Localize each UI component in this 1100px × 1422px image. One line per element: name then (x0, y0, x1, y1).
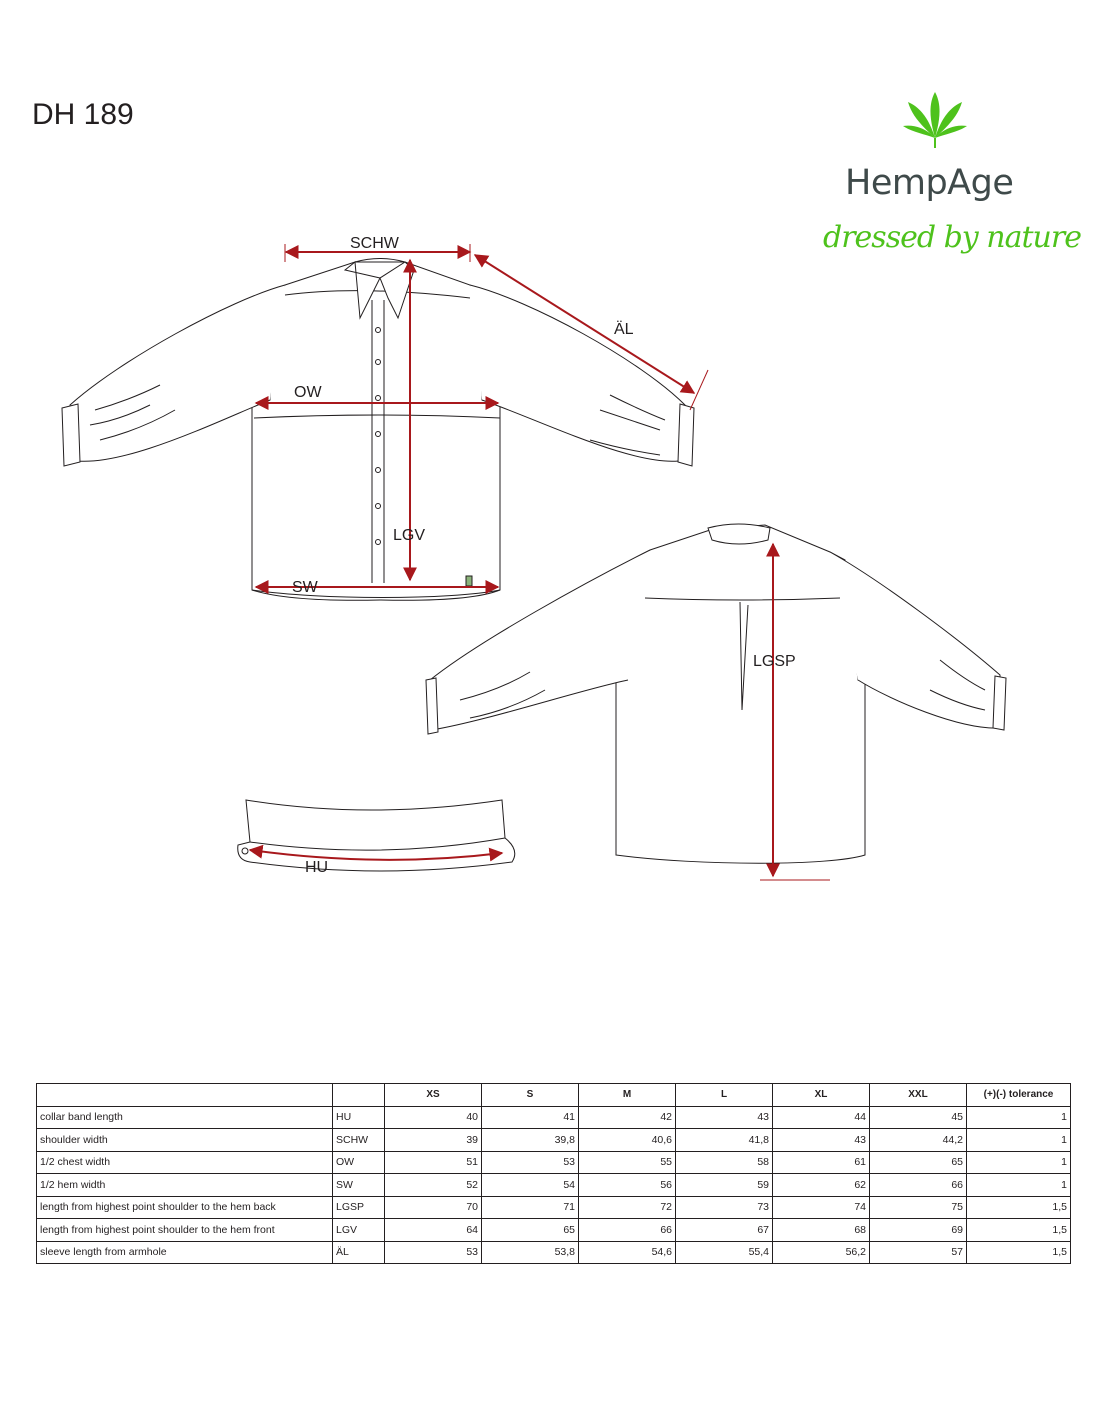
brand-name: HempAge (845, 163, 1014, 203)
header-cell (333, 1084, 385, 1107)
size-value-cell: 43 (773, 1129, 870, 1152)
size-value-cell: 74 (773, 1196, 870, 1219)
table-row (37, 1129, 1071, 1152)
size-value-cell: 54,6 (579, 1241, 676, 1264)
label-sw: SW (292, 579, 318, 596)
size-value-cell: 44 (773, 1106, 870, 1129)
size-value-cell: 55 (579, 1151, 676, 1174)
size-value-cell: 70 (385, 1196, 482, 1219)
size-value-cell: 62 (773, 1174, 870, 1197)
tolerance-cell: 1 (967, 1129, 1071, 1152)
tolerance-cell: 1 (967, 1174, 1071, 1197)
label-schw: SCHW (350, 235, 399, 252)
header-size-xxl: XXL (870, 1084, 967, 1107)
measurement-name-cell: length from highest point shoulder to the hem front (37, 1219, 333, 1242)
tolerance-cell: 1 (967, 1151, 1071, 1174)
table-row (37, 1174, 1071, 1197)
header-tolerance: (+)(-) tolerance (967, 1084, 1071, 1107)
size-value-cell: 53 (385, 1241, 482, 1264)
label-ow: OW (294, 384, 322, 401)
measurement-code-cell: LGSP (333, 1196, 385, 1219)
header-cell (37, 1084, 333, 1107)
size-value-cell: 75 (870, 1196, 967, 1219)
size-value-cell: 40 (385, 1106, 482, 1129)
measurement-name-cell: 1/2 chest width (37, 1151, 333, 1174)
tolerance-cell: 1,5 (967, 1196, 1071, 1219)
size-value-cell: 66 (870, 1174, 967, 1197)
size-value-cell: 67 (676, 1219, 773, 1242)
size-chart-table (36, 1083, 1071, 1264)
back-shirt-sketch (426, 524, 1006, 863)
size-value-cell: 69 (870, 1219, 967, 1242)
size-value-cell: 40,6 (579, 1129, 676, 1152)
size-value-cell: 42 (579, 1106, 676, 1129)
table-row (37, 1106, 1071, 1129)
size-value-cell: 52 (385, 1174, 482, 1197)
header-size-xs: XS (385, 1084, 482, 1107)
label-lgsp: LGSP (753, 653, 796, 670)
size-value-cell: 55,4 (676, 1241, 773, 1264)
size-value-cell: 43 (676, 1106, 773, 1129)
header-size-l: L (676, 1084, 773, 1107)
size-value-cell: 51 (385, 1151, 482, 1174)
label-hu: HU (305, 859, 329, 876)
measurement-code-cell: SW (333, 1174, 385, 1197)
size-value-cell: 56 (579, 1174, 676, 1197)
measurement-name-cell: length from highest point shoulder to the hem back (37, 1196, 333, 1219)
measurement-name-cell: 1/2 hem width (37, 1174, 333, 1197)
tolerance-cell: 1,5 (967, 1219, 1071, 1242)
size-value-cell: 59 (676, 1174, 773, 1197)
hu-arrow (250, 850, 502, 860)
tolerance-cell: 1 (967, 1106, 1071, 1129)
measurement-name-cell: sleeve length from armhole (37, 1241, 333, 1264)
measurement-code-cell: ÄL (333, 1241, 385, 1264)
size-value-cell: 64 (385, 1219, 482, 1242)
size-value-cell: 44,2 (870, 1129, 967, 1152)
size-value-cell: 53 (482, 1151, 579, 1174)
measurement-code-cell: OW (333, 1151, 385, 1174)
brand-tagline: dressed by nature (823, 220, 1081, 255)
size-value-cell: 58 (676, 1151, 773, 1174)
size-value-cell: 66 (579, 1219, 676, 1242)
front-shirt-sketch (62, 259, 694, 601)
label-al: ÄL (614, 321, 634, 338)
header-size-s: S (482, 1084, 579, 1107)
table-row (37, 1196, 1071, 1219)
table-header-row (37, 1084, 1071, 1107)
header-size-m: M (579, 1084, 676, 1107)
table-row (37, 1241, 1071, 1264)
table-row (37, 1219, 1071, 1242)
size-value-cell: 71 (482, 1196, 579, 1219)
measurement-code-cell: SCHW (333, 1129, 385, 1152)
measurement-name-cell: collar band length (37, 1106, 333, 1129)
measurement-name-cell: shoulder width (37, 1129, 333, 1152)
size-value-cell: 65 (482, 1219, 579, 1242)
size-value-cell: 61 (773, 1151, 870, 1174)
size-value-cell: 56,2 (773, 1241, 870, 1264)
size-value-cell: 39 (385, 1129, 482, 1152)
size-value-cell: 65 (870, 1151, 967, 1174)
size-value-cell: 39,8 (482, 1129, 579, 1152)
size-value-cell: 72 (579, 1196, 676, 1219)
size-value-cell: 53,8 (482, 1241, 579, 1264)
size-value-cell: 41 (482, 1106, 579, 1129)
size-value-cell: 54 (482, 1174, 579, 1197)
size-value-cell: 57 (870, 1241, 967, 1264)
product-code-title: DH 189 (32, 98, 134, 131)
measurement-code-cell: LGV (333, 1219, 385, 1242)
label-lgv: LGV (393, 527, 426, 544)
header-size-xl: XL (773, 1084, 870, 1107)
measurement-code-cell: HU (333, 1106, 385, 1129)
table-row (37, 1151, 1071, 1174)
size-value-cell: 68 (773, 1219, 870, 1242)
tolerance-cell: 1,5 (967, 1241, 1071, 1264)
size-value-cell: 45 (870, 1106, 967, 1129)
size-value-cell: 41,8 (676, 1129, 773, 1152)
size-value-cell: 73 (676, 1196, 773, 1219)
